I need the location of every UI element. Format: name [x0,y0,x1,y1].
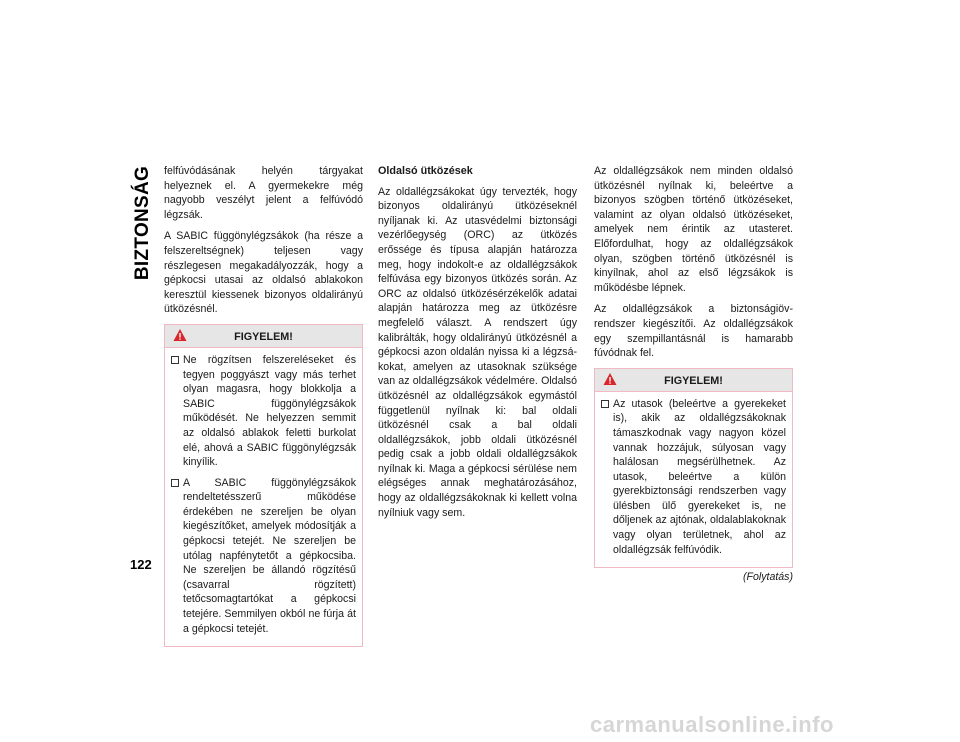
warning-item-text: A SABIC függönylégzsákok rendeltetésszerű működése érdekében ne szereljen be olyan kiegészítőket, amelyek módosítják a gépkocsi tetejét. Ne szereljen be utólag napfénytetőt a gépkocsiba. Ne szereljen be állandó rögzítésű (csavarral rögzített) tetőcsomagtartókat a gépkocsi tetejére. Semmilyen okból ne fúrja át a gépkocsi tetejét. [183,476,356,635]
paragraph: felfúvódásának helyén tárgyakat helyeznek el. A gyermekekre még nagyobb veszélyt jelent a felfúvódó légzsák. [164,165,363,221]
continued-note: (Folytatás) [742,571,793,584]
warning-title: FIGYELEM! [664,374,723,387]
paragraph: Az oldallégzsákok nem minden oldalsó ütközésnél nyílnak ki, beleértve a bizonyos szögben történő ütközéseket, valamint az olyan oldalsó ütközéseket, amelyek nem érintik az utasteret. Előfordulhat, hogy az oldallégzsákok olyan, szögben történő ütközésnél is kinyílnak, ahol az első légzsákok is működésbe lépnek. [594,165,793,294]
column-3 [594,164,793,585]
warning-header [595,369,792,392]
warning-item-text: Ne rögzítsen felszereléseket és tegyen poggyászt vagy más terhet olyan magasra, hogy blokkolja a SABIC függönylégzsákok működését. Ne helyezzen semmit az oldalsó ablakok feletti burkolat elé, ahová a SABIC függönylégzsák kinyílik. [183,353,356,469]
section-tab-label: BIZTONSÁG [132,165,153,281]
paragraph: Az oldallégzsákok a biztonságiöv-rendszer kiegészítői. Az oldallégzsákok egy szempillantásnál is hamarabb fúvódnak fel. [594,303,793,360]
section-tab [128,165,158,281]
warning-item-text: Az utasok (beleértve a gyerekeket is), akik az oldallégzsákoknak támaszkodnak vagy nagyon közel vannak hozzájuk, súlyosan vagy halálosan megsérülhetnek. Az utasok, beleértve a külön gyerekbiztonsági rendszerben vagy ülésben ülő gyerekeket is, ne dőljenek az ajtónak, oldalablakoknak vagy olyan területnek, ahol az oldallégzsák felfúvódik. [613,397,786,556]
square-bullet-icon [171,479,179,487]
square-bullet-icon [171,356,179,364]
warning-item [601,397,786,558]
watermark: carmanualsonline.info [590,712,834,737]
square-bullet-icon [601,400,609,408]
paragraph: A SABIC függönylégzsákok (ha része a felszereltségnek) teljesen vagy részlegesen megakadályozzák, hogy a gépkocsi utasai az oldalsó ablakokon keresztül kiessenek bizonyos oldalirányú ütközésnél. [164,230,363,316]
page-number: 122 [130,557,152,572]
warning-list [165,348,362,646]
section-heading: Oldalsó ütközések [378,165,473,177]
paragraph: Az oldallégzsákokat úgy tervezték, hogy bizonyos oldalirányú ütközéseknél nyíljanak ki. Az utasvédelmi biztonsági vezérlőegység (ORC) az ütközés erőssége és típusa alapján határozza meg, hogy indokolt-e az oldallégzsákok felfúvása egy bizonyos ütközés során. Az ORC az oldalsó ütközésérzékelők adatai alapján határozza meg az ütközésre megfelelő választ. A rendszert úgy kalibrálták, hogy oldalirányú ütközésnél a gépkocsi azon oldalán nyissa ki a légzsákokat, amelyen az utasoknak szüksége van az oldallégzsákok védelmére. Oldalsó ütközésnél az oldallégzsákok egymástól függetlenül nyílnak ki: bal oldali ütközésnél csak a bal oldali oldallégzsákok, jobb oldali ütközésnél pedig csak a jobb oldali oldallégzsákok nyílnak ki. Maga a gépkocsi sérülése nem elégséges annak meghatározásához, hogy az oldallégzsákoknak ki kellett volna nyílniuk vagy sem. [378,185,577,519]
warning-item [171,353,356,470]
warning-item [171,476,356,637]
warning-box [164,324,363,647]
warning-title: FIGYELEM! [234,330,293,343]
warning-list [595,392,792,568]
column-2 [378,164,577,527]
column-1 [164,164,363,647]
warning-header [165,325,362,348]
warning-box [594,368,793,569]
